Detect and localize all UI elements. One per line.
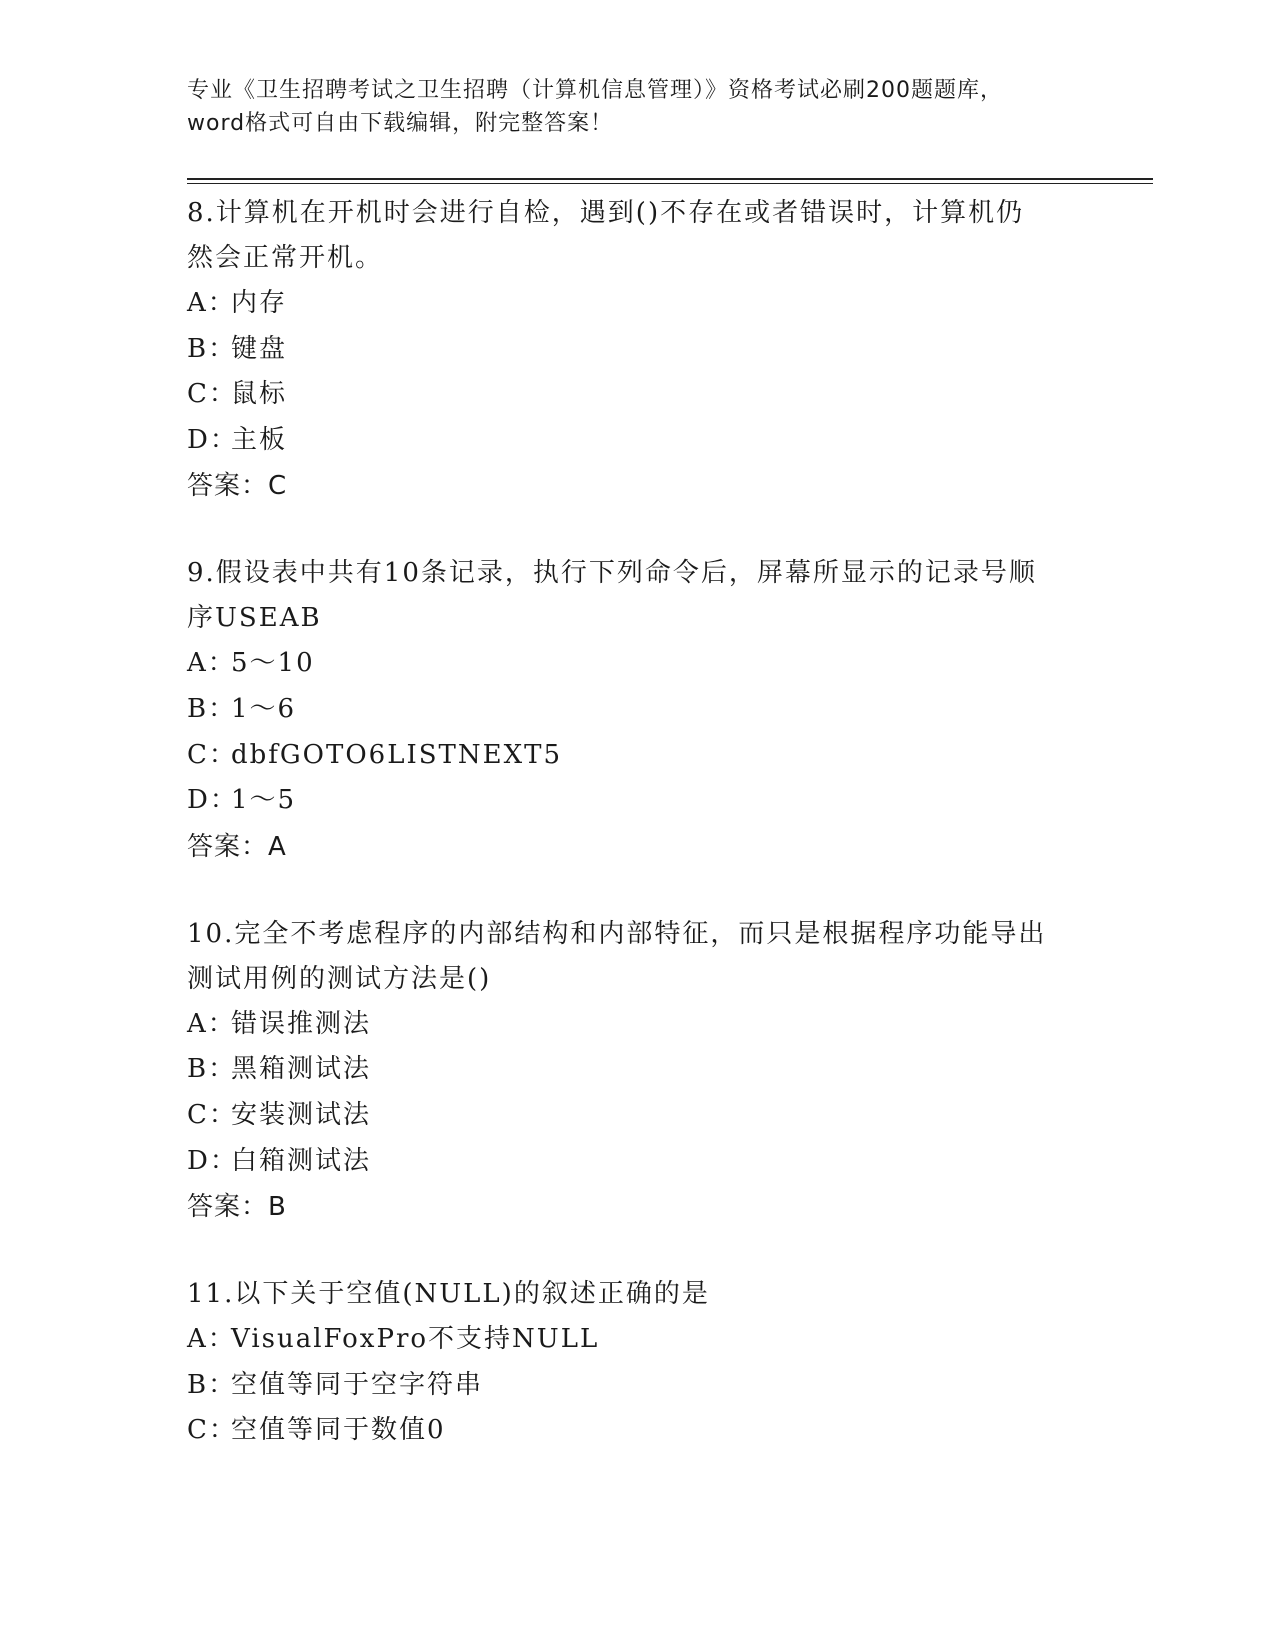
answer-line: 答案：A	[187, 831, 287, 862]
option-d	[187, 1139, 1087, 1185]
option-c	[187, 733, 1087, 779]
question-text-line: 8.计算机在开机时会进行自检，遇到()不存在或者错误时，计算机仍	[187, 198, 1025, 228]
question-10	[187, 912, 1087, 1230]
option-text: 主板	[231, 424, 288, 455]
question-text-line: 9.假设表中共有10条记录，执行下列命令后，屏幕所显示的记录号顺	[187, 558, 1037, 589]
question-11	[187, 1272, 1087, 1454]
answer-line: 答案：C	[187, 471, 288, 502]
option-key: A：	[187, 1324, 236, 1355]
option-text: 空值等同于空字符串	[231, 1369, 484, 1400]
header-rule-thin	[187, 183, 1153, 184]
header-rule-thick	[187, 178, 1153, 180]
option-text: VisualFoxPro不支持NULL	[231, 1324, 600, 1355]
option-b	[187, 1047, 1087, 1093]
option-text: 黑箱测试法	[231, 1054, 372, 1085]
option-text: 错误推测法	[231, 1008, 372, 1039]
header-line-2: word格式可自由下载编辑，附完整答案！	[187, 111, 614, 136]
option-text: 1～5	[231, 785, 297, 816]
question-list	[187, 191, 1087, 1496]
question-text-line: 测试用例的测试方法是()	[187, 963, 492, 994]
option-d	[187, 418, 1087, 464]
option-text: dbfGOTO6LISTNEXT5	[231, 739, 563, 770]
option-key: B：	[187, 1054, 237, 1085]
option-c	[187, 1093, 1087, 1139]
option-text: 内存	[231, 288, 288, 318]
option-text: 键盘	[231, 333, 288, 364]
option-c	[187, 372, 1087, 418]
option-key: C：	[187, 739, 237, 770]
option-b	[187, 327, 1087, 373]
question-8	[187, 191, 1087, 509]
question-text-line: 然会正常开机。	[187, 243, 384, 273]
option-d	[187, 778, 1087, 824]
document-header	[187, 74, 1087, 140]
option-a	[187, 1002, 1087, 1048]
option-text: 鼠标	[231, 379, 288, 410]
option-text: 1～6	[231, 693, 297, 724]
option-key: A：	[187, 1008, 236, 1039]
option-c	[187, 1408, 1087, 1454]
option-key: D：	[187, 424, 238, 455]
question-9	[187, 551, 1087, 869]
answer-line: 答案：B	[187, 1192, 287, 1223]
option-key: C：	[187, 1415, 237, 1446]
option-text: 白箱测试法	[231, 1145, 372, 1176]
option-key: C：	[187, 1099, 237, 1130]
option-key: D：	[187, 785, 238, 816]
option-key: B：	[187, 333, 237, 364]
question-text-line: 10.完全不考虑程序的内部结构和内部特征，而只是根据程序功能导出	[187, 918, 1047, 949]
option-key: B：	[187, 1369, 237, 1400]
option-a	[187, 281, 1087, 327]
option-b	[187, 1363, 1087, 1409]
option-a	[187, 641, 1087, 687]
option-b	[187, 687, 1087, 733]
option-key: C：	[187, 379, 237, 410]
option-a	[187, 1317, 1087, 1363]
option-key: A：	[187, 648, 236, 679]
option-key: D：	[187, 1145, 238, 1176]
option-key: B：	[187, 693, 237, 724]
option-text: 5～10	[231, 648, 315, 679]
option-text: 安装测试法	[231, 1099, 372, 1130]
question-text-line: 11.以下关于空值(NULL)的叙述正确的是	[187, 1279, 710, 1310]
question-text-line: 序USEAB	[187, 603, 322, 634]
option-key: A：	[187, 288, 236, 318]
option-text: 空值等同于数值0	[231, 1415, 446, 1446]
header-line-1: 专业《卫生招聘考试之卫生招聘（计算机信息管理）》资格考试必刷200题题库，	[187, 78, 1003, 103]
